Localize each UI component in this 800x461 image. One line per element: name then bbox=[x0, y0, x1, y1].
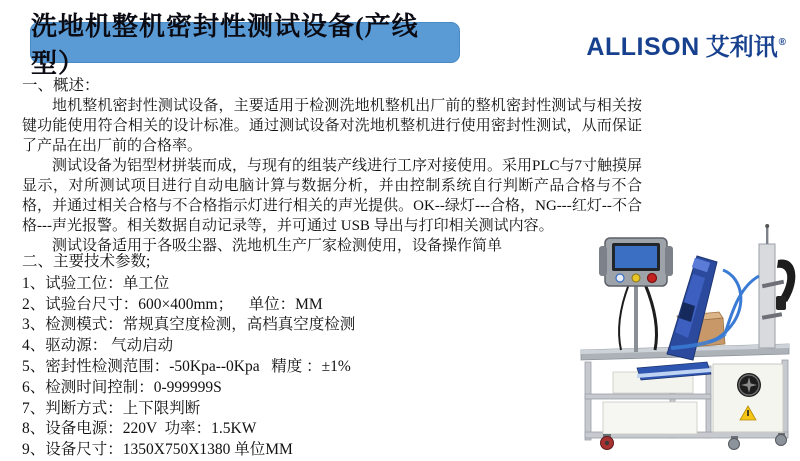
touchscreen bbox=[615, 246, 657, 268]
under-table-cabinets bbox=[603, 372, 697, 434]
overview-heading: 一、概述： bbox=[22, 77, 100, 94]
lift-column bbox=[759, 224, 795, 348]
overview-paragraph-1: 地机整机密封性测试设备，主要适用于检测洗地机整机出厂前的整机密封性测试与相关按键功能使用符合相关的设计标准。通过测试设备对洗地机整机进行使用密封性测试，从而保证了产品在出厂前的合格率。 bbox=[22, 98, 642, 154]
parameter-item: 3、检测模式：常规真空度检测，高档真空度检测 bbox=[22, 316, 356, 334]
parameter-item: 1、试验工位：单工位 bbox=[22, 274, 170, 292]
parameters-section bbox=[22, 252, 582, 461]
registered-trademark-icon: ® bbox=[778, 37, 786, 48]
page-title-text: 洗地机整机密封性测试设备(产线型） bbox=[31, 11, 419, 78]
brand-logo-chinese: 艾利讯 bbox=[705, 34, 778, 61]
hmi-control-pendant bbox=[599, 238, 673, 352]
page-header bbox=[0, 0, 800, 78]
brand-logo-text: ALLISON bbox=[586, 33, 700, 61]
equipment-photo-illustration bbox=[575, 222, 800, 450]
parameter-item: 8、设备电源：220V 功率：1.5KW bbox=[22, 420, 257, 438]
overview-paragraph-2: 测试设备为铝型材拼装而成，与现有的组装产线进行工序对接使用。采用PLC与7寸触摸屏显示，对所测试项目进行自动电脑计算与数据分析，并由控制系统自行判断产品合格与不合格，并通过相关合格与不合格指示灯进行相关的声光提供。OK--绿灯---合格，NG---红灯--不合格---声光报警。相关数据自动记录等，并可通过 USB 导出与打印相关测试内容。 bbox=[22, 158, 643, 234]
overview-paragraph-3: 测试设备适用于各吸尘器、洗地机生产厂家检测使用，设备操作简单 bbox=[52, 238, 503, 254]
page-title bbox=[30, 11, 460, 78]
emergency-stop-button bbox=[648, 274, 657, 283]
pendant-buttons bbox=[616, 274, 657, 283]
equipment-photo bbox=[575, 222, 800, 450]
electrical-cabinet bbox=[713, 364, 783, 432]
parameter-item: 6、检测时间控制：0-999999S bbox=[22, 378, 222, 396]
parameter-item: 4、驱动源： 气动启动 bbox=[22, 337, 174, 355]
brand-logo bbox=[586, 27, 786, 62]
parameter-item: 2、试验台尺寸：600×400mm； 单位：MM bbox=[22, 295, 323, 313]
parameters-heading: 二、主要技术参数; bbox=[22, 253, 151, 270]
overview-section bbox=[22, 76, 642, 256]
parameter-item: 5、密封性检测范围：-50Kpa--0Kpa 精度 ：±1% bbox=[22, 357, 351, 375]
parameter-item: 7、判断方式：上下限判断 bbox=[22, 399, 201, 417]
parameter-item: 9、设备尺寸：1350X750X1380 单位MM bbox=[22, 441, 293, 459]
fan-vent-icon bbox=[737, 373, 761, 397]
